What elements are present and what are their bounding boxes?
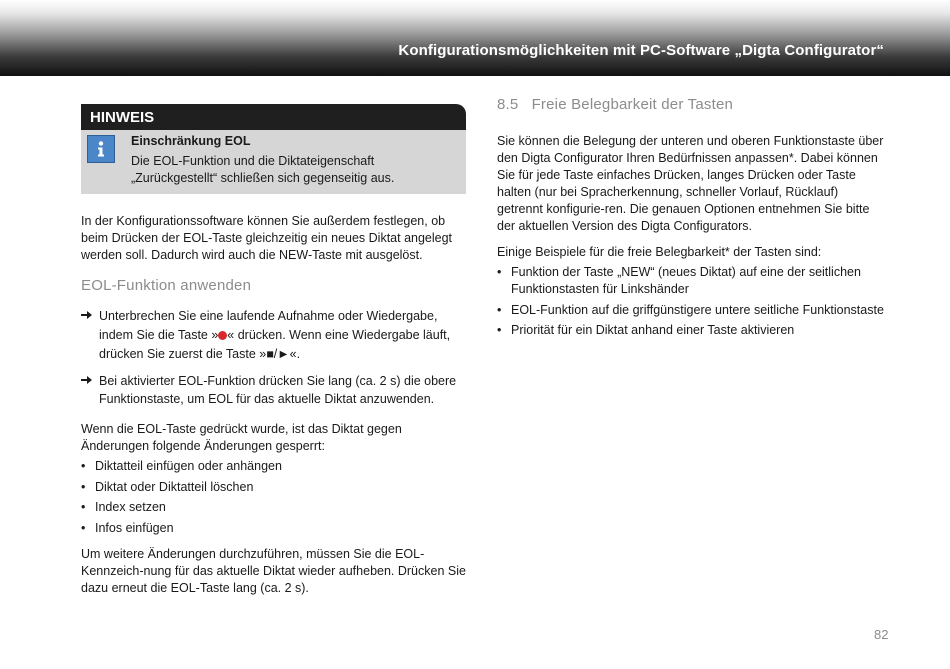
list-item: • Diktatteil einfügen oder anhängen (81, 459, 282, 473)
section-title: Freie Belegbarkeit der Tasten (531, 96, 734, 113)
arrow-right-icon (81, 307, 95, 326)
list-item: • Priorität für ein Diktat anhand einer Taste aktivieren (497, 323, 795, 337)
step1-text-part1: Unterbrechen Sie eine laufende Aufnahme oder Wiedergabe, indem Sie die Taste » (99, 309, 438, 342)
list-item: • Funktion der Taste „NEW“ (neues Diktat) auf eine der seitlichen Funktionstasten für Linkshänder (497, 265, 861, 296)
record-button-icon (218, 331, 227, 340)
list-item: • Diktat oder Diktatteil löschen (81, 479, 254, 494)
section-heading-8-5 (497, 96, 887, 113)
note-message: Die EOL-Funktion und die Diktateigenschaft „Zurückgestellt“ schließen sich gegenseitig aus. (131, 154, 395, 185)
examples-intro: Einige Beispiele für die freie Belegbarkeit* der Tasten sind: (497, 245, 822, 259)
list-item: • EOL-Funktion auf die griffgünstigere untere seitliche Funktionstaste (497, 302, 884, 317)
step-item (81, 307, 467, 364)
step-item (81, 372, 467, 408)
note-body (81, 130, 466, 194)
note-text (131, 133, 458, 187)
info-icon (87, 135, 115, 163)
page-header (0, 0, 950, 76)
note-box (81, 104, 466, 194)
note-heading: HINWEIS (81, 104, 466, 130)
step1-text-part2: « drücken. Wenn eine Wiedergabe läuft, drücken Sie zuerst die Taste »■/►«. (99, 328, 451, 361)
section-heading-eol: EOL-Funktion anwenden (81, 277, 252, 294)
list-item: • Index setzen (81, 500, 166, 514)
page-number: 82 (874, 627, 889, 642)
list-item: • Infos einfügen (81, 520, 174, 535)
section-number: 8.5 (497, 96, 519, 113)
note-title: Einschränkung EOL (131, 134, 251, 148)
description-paragraph: Sie können die Belegung der unteren und oberen Funktionstaste über den Digta Configurator Ihren Bedürfnissen anpassen*. Dabei können Sie für jede Taste einfaches Drücken, langes Drücken oder Taste halten (nur bei Spracherkennung, schneller Vorlauf, Rücklauf) getrennt konfigurie-ren. Die genauen Optionen entnehmen Sie bitte der aktuellen Version des Digta Configurators. (497, 134, 884, 233)
arrow-right-icon (81, 372, 95, 390)
header-title: Konfigurationsmöglichkeiten mit PC-Software „Digta Configurator“ (398, 42, 884, 59)
intro-paragraph: In der Konfigurationssoftware können Sie außerdem festlegen, ob beim Drücken der EOL-Taste gleichzeitig ein neues Diktat angelegt werden soll. Dadurch wird auch die NEW-Taste mit ausgelöst. (81, 214, 453, 262)
closing-paragraph: Um weitere Änderungen durchzuführen, müssen Sie die EOL-Kennzeich-nung für das aktuelle Diktat wieder aufheben. Drücken Sie dazu erneut die EOL-Taste lang (ca. 2 s). (81, 546, 466, 595)
right-column (497, 96, 887, 339)
locked-list (81, 458, 467, 537)
examples-list (497, 264, 887, 339)
step2-text: Bei aktivierter EOL-Funktion drücken Sie lang (ca. 2 s) die obere Funktionstaste, um EOL für das aktuelle Diktat anzuwenden. (99, 374, 457, 406)
locked-intro: Wenn die EOL-Taste gedrückt wurde, ist das Diktat gegen Änderungen folgende Änderungen gesperrt: (81, 422, 402, 453)
left-column (81, 104, 467, 597)
